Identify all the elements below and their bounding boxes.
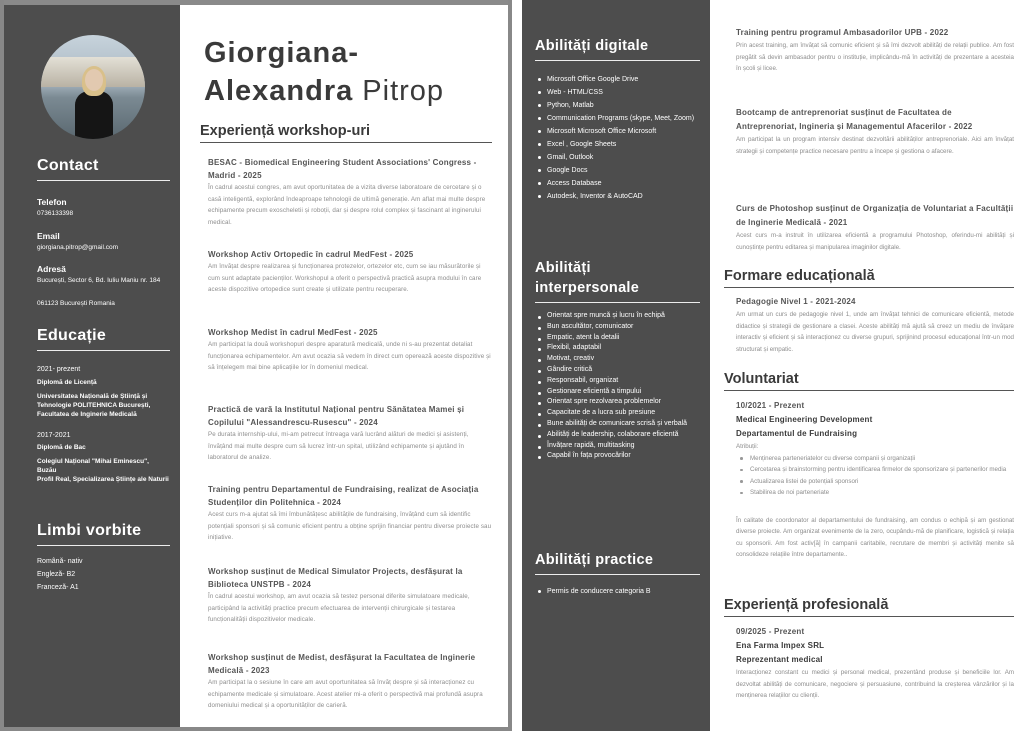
skill-item: Web - HTML/CSS [535,86,700,99]
volunteer-entry [736,399,1014,561]
phone-label: Telefon [37,197,67,207]
skill-item: Abilități de leadership, colaborare eficientă [535,430,700,441]
interpersonal-title-line1: Abilități [535,260,591,276]
language-item: Română- nativ [37,558,83,565]
att-item: Stabilirea de noi parteneriate [736,487,1014,499]
education-profile: Profil Real, Specializarea Științe ale Naturii [37,476,169,483]
interpersonal-skills-list [535,311,700,462]
workshop-item [208,651,492,712]
education-training-section [724,268,1014,288]
skill-item: Permis de conducere categoria B [535,585,700,598]
volunteer-title: Voluntariat [724,371,799,387]
languages-list [37,555,170,594]
workshop-item [208,248,492,296]
training-desc: Am participat la un program intensiv destinat dezvoltării abilităților antreprenoriale. Aici am învățat strategii și competențe practice necesare pentru a începe și gestiona o afacere. [736,136,1014,155]
workshop-title: Practică de vară la Institutul Național pentru Sănătatea Mamei și Copilului "Alessandrescu-Rusescu" - 2024 [208,405,465,427]
professional-section [724,597,1014,617]
professional-role: Reprezentant medical [736,655,823,664]
skill-item: Google Docs [535,164,700,177]
skill-item: Empatic, atent la detalii [535,333,700,344]
professional-desc: Interacționez constant cu medici și personal medical, prezentând produse și beneficiile lor. Am dezvoltat abilități de comunicare, negociere și persuasiune, contribuind la creșterea vânzărilor și la menținerea relațiilor cu clienții. [736,669,1014,699]
address-label: Adresă [37,264,66,274]
languages-title: Limbi vorbite [37,522,142,539]
workshop-desc: Pe durata internship-ului, mi-am petrecut întreaga vară lucrând alături de medici și asistenți, învățând mai multe despre cum să lucrez într-un spital, utilizând echipamente și ajutând în laboratorul de analize. [208,431,469,461]
digital-skills-list [535,73,700,203]
volunteer-att-label: Atribuții: [736,443,759,450]
address-value: București, Sector 6, Bd. Iuliu Maniu nr. 184 [37,277,161,284]
skill-item: Capacitate de a lucra sub presiune [535,408,700,419]
phone-value[interactable]: 0736133398 [37,210,74,217]
workshop-desc: Acest curs m-a ajutat să îmi îmbunătățesc abilitățile de fundraising, învățând cum să identific potențiali sponsori și să comunic eficient pentru a obține sprijin financiar pentru diverse proiecte sau inițiative. [208,511,492,541]
sidebar [4,5,180,727]
training-title: Bootcamp de antreprenoriat susținut de Facultatea de Antreprenoriat, Ingineria și Managementul Afacerilor - 2022 [736,108,973,131]
education-training-item [736,295,1014,355]
training-title: Curs de Photoshop susținut de Organizația de Voluntariat a Facultății de Inginerie Medicală - 2021 [736,204,1014,227]
interpersonal-title-line2: interpersonale [535,280,640,296]
education-entry [37,431,170,484]
skill-item: Communication Programs (skype, Meet, Zoom) [535,112,700,125]
skill-item: Bun ascultător, comunicator [535,322,700,333]
skill-item: Învățare rapidă, multitasking [535,441,700,452]
skill-item: Orientat spre muncă și lucru în echipă [535,311,700,322]
skill-item: Gândire critică [535,365,700,376]
language-item: Franceză- A1 [37,584,79,591]
skill-item: Responsabil, organizat [535,376,700,387]
email-label: Email [37,231,60,241]
practical-skills-section [535,550,700,598]
skill-item: Gmail, Outlook [535,151,700,164]
full-name-line1: Giorgiana- [204,37,360,69]
training-item [736,26,1014,75]
skill-item: Microsoft Microsoft Office Microsoft [535,125,700,138]
education-school: Colegiul Național "Mihai Eminescu", Buzău [37,458,149,474]
workshops-title: Experiență workshop-uri [200,123,371,139]
skill-item: Orientat spre rezolvarea problemelor [535,397,700,408]
workshop-item [208,483,492,544]
digital-skills-title: Abilități digitale [535,38,649,54]
workshop-item [208,156,492,228]
education-section [37,327,170,351]
workshop-desc: Am învățat despre realizarea și funcționarea protezelor, ortezelor etc, cum se iau măsurătorile și cum sunt adaptate pacienților. Workshopul a oferit o perspectivă practică asupra modului în care aceste dispozitive ortopedice sunt create și utilizate pentru recuperare. [208,263,482,293]
workshop-title: Workshop susținut de Medist, desfășurat la Facultatea de Inginerie Medicală - 2023 [208,653,476,675]
workshop-desc: În cadrul acestui congres, am avut oportunitatea de a vizita diverse laboratoare de cercetare și o casă inteligentă, explorând îndeaproape tehnologii de ultimă generație. Am aflat mai multe despre echipamente precum exoscheletii și roboții, dar și despre rolul complex și fascinant al inginerului medical. [208,184,486,226]
skill-item: Capabil în fața provocărilor [535,451,700,462]
workshop-title: Workshop Activ Ortopedic în cadrul MedFest - 2025 [208,250,414,259]
practical-skills-list [535,585,700,598]
training-item [736,202,1014,253]
training-desc: Acest curs m-a instruit în utilizarea eficientă a programului Photoshop, oferindu-mi abilități și cunoștințe pentru editarea și manipularea imaginilor digitale. [736,232,1014,251]
skill-item: Excel , Google Sheets [535,138,700,151]
workshop-title: Workshop Medist în cadrul MedFest - 2025 [208,328,378,337]
skill-item: Autodesk, Inventor & AutoCAD [535,190,700,203]
skill-item: Microsoft Office Google Drive [535,73,700,86]
professional-entry [736,625,1014,702]
contact-section [37,157,170,181]
education-training-item-title: Pedagogie Nivel 1 - 2021-2024 [736,297,856,306]
education-training-title: Formare educațională [724,268,875,284]
professional-title: Experiență profesională [724,597,889,613]
middle-name: Alexandra [204,75,354,107]
skill-item: Access Database [535,177,700,190]
education-school: Universitatea Națională de Știință și Tehnologie POLITEHNICA București, Facultatea de Inginerie Medicală [37,393,151,418]
skill-item: Bune abilități de comunicare scrisă și verbală [535,419,700,430]
volunteer-org: Medical Engineering Development [736,415,873,424]
training-item [736,106,1014,157]
education-training-item-desc: Am urmat un curs de pedagogie nivel 1, unde am învățat tehnici de comunicare eficientă, metode didactice și strategii de gestionare a clasei. Aceste abilități mă ajută să creez un mediu de învățare interactiv și eficient și să interacționez cu diverse grupuri, sprijinind procesul educațional într-un mod structurat și empatic. [736,311,1014,353]
interpersonal-skills-section [535,258,700,462]
main-column [710,0,1024,731]
volunteer-section [724,371,1014,391]
workshop-title: Training pentru Departamentul de Fundraising, realizat de Asociația Studenților din Politehnica - 2024 [208,485,479,507]
professional-company: Ena Farma Impex SRL [736,641,825,650]
volunteer-dept: Departamentul de Fundraising [736,429,858,438]
language-item: Engleză- B2 [37,571,76,578]
workshop-desc: În cadrul acestui workshop, am avut ocazia să testez personal diferite simulatoare medicale, participând la activități practice precum efectuarea de intervenții chirurgicale și testarea funcționalității dispozitivelor medicale. [208,593,470,623]
education-degree: Diplomă de Licență [37,379,97,386]
skill-item: Motivat, creativ [535,354,700,365]
volunteer-desc: În calitate de coordonator al departamentului de fundraising, am condus o echipă și am gestionat diverse proiecte. Am organizat evenimente de la zero, ocupându-mă de planificare, logistică și relația cu sponsorii. Am fost activ[ă] în campanii caritabile, recrutare de membri și activități menite să consolideze relațiile între departamente.. [736,516,1014,558]
sidebar [522,0,710,731]
contact-title: Contact [37,157,99,174]
att-item: Menținerea parteneriatelor cu diverse companii și organizații [736,453,1014,465]
workshops-section [200,123,492,143]
workshop-desc: Am participat la două workshopuri despre aparatură medicală, unde ni s-au prezentat detaliat funcționarea echipamentelor. Am avut ocazia să vedem în direct cum operează aceste dispozitive și să înțelegem mai bine aplicațiile lor în domeniul medical. [208,341,491,371]
languages-section [37,522,170,546]
workshop-item [208,403,492,464]
resume-page-2 [522,0,1024,731]
education-title: Educație [37,327,107,344]
profile-photo [41,35,145,139]
skill-item: Python, Matlab [535,99,700,112]
workshop-title: Workshop susținut de Medical Simulator Projects, desfășurat la Biblioteca UNSTPB - 2024 [208,567,463,589]
training-desc: Prin acest training, am învățat să comunic eficient și să îmi dezvolt abilități de relații publice. Am fost pregătit să devin ambasador pentru o instituție, implicându-mă în activități de prezentare a acesteia în școli și licee. [736,42,1014,72]
volunteer-att-list [736,453,1014,499]
workshop-item [208,326,492,374]
education-period: 2017-2021 [37,432,71,439]
workshop-desc: Am participat la o sesiune în care am avut oportunitatea să învăț despre și să interacționez cu echipamente medicale și simulatoare. Acest atelier mi-a oferit o perspectivă mai profundă asupra domeniului medical și a oportunităților de carieră. [208,679,483,709]
education-entry [37,365,170,419]
volunteer-period: 10/2021 - Prezent [736,401,805,410]
education-degree: Diplomă de Bac [37,444,86,451]
digital-skills-section [535,36,700,203]
workshop-item [208,565,492,626]
training-title: Training pentru programul Ambasadorilor UPB - 2022 [736,28,949,37]
att-item: Actualizarea listei de potențiali sponsori [736,476,1014,488]
last-name: Pitrop [353,75,445,107]
full-name-line2 [204,73,444,109]
professional-period: 09/2025 - Prezent [736,627,805,636]
education-period: 2021- prezent [37,366,81,373]
main-column [180,5,508,727]
postal-value: 061123 București Romania [37,300,115,307]
att-item: Cercetarea și brainstorming pentru identificarea firmelor de sponsorizare și partenerilor media [736,464,1014,476]
email-value[interactable]: giorgiana.pitrop@gmail.com [37,244,119,251]
skill-item: Flexibil, adaptabil [535,343,700,354]
workshop-title: BESAC - Biomedical Engineering Student Associations' Congress - Madrid - 2025 [208,158,477,180]
practical-skills-title: Abilități practice [535,552,654,568]
skill-item: Gestionare eficientă a timpului [535,387,700,398]
